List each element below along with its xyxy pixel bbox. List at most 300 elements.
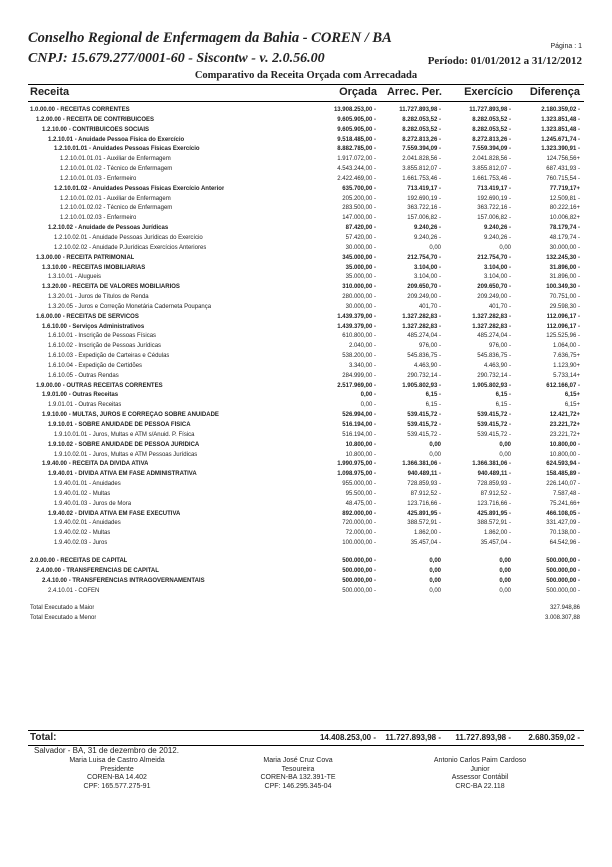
value-exercicio: 0,00 bbox=[499, 451, 511, 458]
value-arrec: 157.006,82 - bbox=[407, 215, 441, 222]
value-diferenca: 70.138,00 - bbox=[549, 530, 580, 537]
value-arrec: 425.891,95 - bbox=[407, 510, 441, 517]
value-arrec: 2.041.828,56 - bbox=[402, 156, 441, 163]
value-orcada: 9.518.485,00 - bbox=[337, 136, 376, 143]
table-row bbox=[28, 234, 584, 244]
value-orcada: 500.000,00 - bbox=[342, 587, 376, 594]
table-row bbox=[28, 577, 584, 587]
value-orcada: 516.194,00 - bbox=[342, 422, 376, 428]
value-diferenca: 100.349,30 - bbox=[546, 284, 580, 291]
table-row bbox=[28, 391, 584, 401]
signature-accountant bbox=[395, 757, 565, 791]
value-orcada: 635.700,00 - bbox=[342, 185, 376, 192]
value-orcada: 1.990.975,00 - bbox=[337, 461, 376, 468]
value-orcada: 30.000,00 - bbox=[345, 244, 376, 251]
value-arrec: 9.240,26 - bbox=[413, 234, 441, 241]
value-exercicio: 209.650,70 - bbox=[477, 284, 511, 291]
row-label: 1.3.20.05 - Juros e Correção Monetária Caderneta Poupança bbox=[48, 303, 212, 310]
col-diferenca: Diferença bbox=[529, 86, 580, 98]
value-exercicio: 1.327.282,83 - bbox=[472, 313, 511, 320]
value-diferenca: 500.000,00 - bbox=[546, 557, 580, 564]
table-row bbox=[28, 323, 584, 333]
value-arrec: 539.415,72 - bbox=[407, 422, 441, 428]
value-orcada: 30.000,00 - bbox=[345, 303, 376, 310]
value-arrec: 1.327.282,83 - bbox=[402, 323, 441, 330]
value-exercicio: 1.862,00 - bbox=[483, 530, 511, 537]
value-diferenca: 612.166,07 - bbox=[546, 382, 580, 389]
value-orcada: 3.340,00 - bbox=[348, 362, 376, 369]
row-label: 1.2.10.01.01 - Anuidades Pessoas Físicas Exercício bbox=[54, 146, 200, 153]
value-arrec: 290.732,14 - bbox=[407, 372, 441, 379]
value-arrec: 976,00 - bbox=[418, 343, 441, 350]
row-label: 1.2.10.01.02 - Anuidades Pessoas Físicas Exercício Anterior bbox=[54, 185, 225, 192]
value-exercicio: 9.240,26 - bbox=[483, 234, 511, 241]
value-exercicio: 485.274,04 - bbox=[477, 333, 511, 340]
signatory-name: Maria Luisa de Castro Almeida bbox=[69, 757, 165, 764]
signatory-cpf: CRC-BA 22.118 bbox=[455, 782, 505, 790]
table-row bbox=[28, 264, 584, 274]
value-exercicio: 0,00 bbox=[499, 577, 511, 584]
value-diferenca: 1.323.390,91 - bbox=[541, 146, 580, 153]
value-exercicio: 8.282.053,52 - bbox=[472, 126, 511, 133]
place-date: Salvador - BA, 31 de dezembro de 2012. bbox=[34, 746, 179, 755]
value-arrec: 0,00 bbox=[429, 557, 441, 564]
table-row bbox=[28, 145, 584, 155]
row-label: 1.2.10.01.01.01 - Auxiliar de Enfermagem bbox=[60, 156, 171, 163]
value-arrec: 1.862,00 - bbox=[413, 530, 441, 537]
table-row bbox=[28, 382, 584, 392]
value-arrec: 8.282.053,52 - bbox=[402, 116, 441, 123]
value-orcada: 283.500,00 - bbox=[342, 205, 376, 212]
value-exercicio: 401,70 - bbox=[488, 303, 511, 310]
value-arrec: 11.727.893,98 - bbox=[399, 107, 441, 113]
value-diferenca: 331.427,09 - bbox=[546, 520, 580, 527]
value-arrec: 0,00 bbox=[429, 577, 441, 584]
value-diferenca: 31.896,00 - bbox=[549, 264, 580, 271]
table-row bbox=[28, 401, 584, 411]
row-label: 1.9.01.01 - Outras Receitas bbox=[48, 402, 122, 409]
value-exercicio: 8.272.813,26 - bbox=[472, 136, 511, 143]
value-exercicio: 1.661.753,46 - bbox=[472, 175, 511, 182]
value-arrec: 3.104,00 - bbox=[413, 274, 441, 281]
table-row bbox=[28, 352, 584, 362]
value-diferenca: 48.179,74 - bbox=[549, 234, 580, 241]
col-receita: Receita bbox=[30, 86, 70, 98]
value-exercicio: 212.754,70 - bbox=[477, 254, 511, 261]
value-arrec: 940.489,11 - bbox=[407, 471, 441, 478]
table-row bbox=[28, 185, 584, 195]
value-orcada: 1.917.072,00 - bbox=[337, 156, 376, 163]
value-exercicio: 192.690,19 - bbox=[477, 195, 511, 202]
value-exercicio: 1.905.802,93 - bbox=[472, 382, 511, 389]
value-exercicio: 157.006,82 - bbox=[477, 215, 511, 222]
row-label: 1.9.40.02 - DIVIDA ATIVA EM FASE EXECUTIVA bbox=[48, 510, 181, 517]
signature-president bbox=[32, 757, 202, 791]
value-exercicio: 1.327.282,83 - bbox=[472, 323, 511, 330]
table-row bbox=[28, 313, 584, 323]
value-orcada: 9.605.905,00 - bbox=[337, 116, 376, 123]
value-orcada: 0,00 - bbox=[360, 392, 376, 399]
table-row bbox=[28, 539, 584, 549]
value-exercicio: 0,00 bbox=[499, 244, 511, 251]
row-label: 1.2.10.01.02.02 - Técnico de Enfermagem bbox=[60, 205, 173, 212]
table-row bbox=[28, 283, 584, 293]
value-diferenca: 64.542,96 - bbox=[549, 540, 580, 547]
table-row bbox=[28, 587, 584, 597]
value-diferenca: 500.000,00 - bbox=[546, 567, 580, 574]
value-orcada: 72.000,00 - bbox=[345, 530, 376, 537]
table-header bbox=[28, 84, 584, 102]
value-orcada: 500.000,00 - bbox=[342, 567, 376, 574]
signature-treasurer bbox=[213, 757, 383, 791]
value-diferenca: 466.108,05 - bbox=[546, 510, 580, 517]
value-exercicio: 940.489,11 - bbox=[477, 471, 511, 478]
value-diferenca: 112.096,17 - bbox=[546, 313, 580, 320]
row-label: 1.9.40.01.01 - Anuidades bbox=[54, 481, 121, 488]
signatory-registration: COREN-BA 132.391-TE bbox=[260, 774, 336, 782]
value-orcada: 95.500,00 - bbox=[345, 490, 376, 497]
row-label: 1.9.40.02.03 - Juros bbox=[54, 540, 108, 547]
value-orcada: 955.000,00 - bbox=[342, 481, 376, 488]
row-label: 1.2.10.01.01.03 - Enfermeiro bbox=[60, 175, 137, 182]
value-arrec: 0,00 bbox=[429, 567, 441, 574]
value-exercicio: 539.415,72 - bbox=[477, 422, 511, 428]
section-spacer bbox=[28, 596, 584, 604]
row-label: 1.9.40.01.03 - Juros de Mora bbox=[54, 500, 132, 507]
signatory-registration: COREN-BA 14.402 bbox=[87, 774, 147, 782]
value-diferenca: 78.179,74 - bbox=[549, 225, 580, 232]
value-exercicio: 0,00 bbox=[499, 567, 511, 574]
value-arrec: 7.559.394,09 - bbox=[402, 146, 441, 153]
row-label: 2.4.10.01 - COFEN bbox=[48, 587, 100, 594]
total-diferenca: 2.680.359,02 - bbox=[528, 733, 580, 742]
value-diferenca: 624.593,94 - bbox=[546, 461, 580, 468]
value-orcada: 35.000,00 - bbox=[345, 264, 376, 271]
value-arrec: 0,00 bbox=[429, 451, 441, 458]
signatory-role: Junior bbox=[470, 765, 490, 773]
value-exercicio: 545.836,75 - bbox=[477, 353, 511, 360]
value-arrec: 401,70 - bbox=[418, 303, 441, 310]
value-diferenca: 760.715,54 - bbox=[546, 175, 580, 182]
row-label: 1.2.10.01.02.03 - Enfermeiro bbox=[60, 215, 137, 222]
row-label: 1.2.10.02.01 - Anuidade Pessoas Jurídicas do Exercício bbox=[54, 234, 203, 241]
value-exercicio: 1.366.381,06 - bbox=[472, 461, 511, 468]
value-diferenca: 226.140,07 - bbox=[546, 481, 580, 488]
row-label: 1.2.00.00 - RECEITA DE CONTRIBUICOES bbox=[36, 116, 155, 123]
value-orcada: 0,00 - bbox=[360, 402, 376, 409]
row-label: 2.4.10.00 - TRANSFERÊNCIAS INTRAGOVERNAMENTAIS bbox=[42, 577, 205, 584]
signatory-cpf: CPF: 165.577.275-91 bbox=[83, 782, 151, 790]
value-diferenca: 7.636,75+ bbox=[553, 353, 580, 360]
value-orcada: 1.439.379,00 - bbox=[337, 313, 376, 320]
row-label: 1.6.10.01 - Inscrição de Pessoas Físicas bbox=[48, 333, 157, 340]
value-orcada: 516.194,00 - bbox=[342, 431, 376, 438]
table-row bbox=[28, 557, 584, 567]
row-label: 1.6.10.00 - Serviços Administrativos bbox=[42, 323, 145, 330]
table-row bbox=[28, 195, 584, 205]
row-label: 1.9.01.00 - Outras Receitas bbox=[42, 392, 119, 399]
value-diferenca: 3.008.307,88 bbox=[544, 615, 580, 622]
table-row bbox=[28, 604, 584, 614]
table-row bbox=[28, 303, 584, 313]
value-orcada: 57.420,00 - bbox=[345, 234, 376, 241]
value-exercicio: 290.732,14 - bbox=[477, 372, 511, 379]
table-row bbox=[28, 441, 584, 451]
table-row bbox=[28, 106, 584, 116]
row-label: 1.3.00.00 - RECEITA PATRIMONIAL bbox=[36, 254, 135, 261]
value-diferenca: 10.800,00 - bbox=[549, 451, 580, 458]
value-diferenca: 1.323.851,48 - bbox=[541, 116, 580, 123]
value-diferenca: 1.064,00 - bbox=[552, 343, 580, 350]
value-exercicio: 7.559.394,09 - bbox=[472, 146, 511, 153]
value-arrec: 363.722,16 - bbox=[407, 205, 441, 212]
value-orcada: 48.475,00 - bbox=[345, 500, 376, 507]
row-label: 1.9.00.00 - OUTRAS RECEITAS CORRENTES bbox=[36, 382, 163, 389]
row-label: 1.6.10.02 - Inscrição de Pessoas Jurídicas bbox=[48, 343, 162, 350]
value-arrec: 9.240,26 - bbox=[413, 225, 441, 232]
value-diferenca: 12.509,81 - bbox=[549, 195, 580, 202]
value-diferenca: 687.431,93 - bbox=[546, 166, 580, 173]
row-label: 2.0.00.00 - RECEITAS DE CAPITAL bbox=[30, 557, 128, 564]
value-exercicio: 35.457,04 - bbox=[480, 540, 511, 547]
value-arrec: 3.104,00 - bbox=[413, 264, 441, 271]
value-orcada: 2.040,00 - bbox=[348, 343, 376, 350]
value-arrec: 0,00 bbox=[429, 587, 441, 594]
row-label: 1.2.10.01.01.02 - Técnico de Enfermagem bbox=[60, 166, 173, 173]
row-label: 1.2.10.02 - Anuidade de Pessoas Jurídicas bbox=[48, 225, 169, 232]
value-orcada: 2.422.469,00 - bbox=[337, 175, 376, 182]
value-arrec: 87.912,52 - bbox=[410, 490, 441, 497]
signatory-role: Tesoureira bbox=[281, 765, 315, 773]
value-orcada: 13.908.253,00 - bbox=[333, 107, 376, 113]
table-row bbox=[28, 273, 584, 283]
value-exercicio: 0,00 bbox=[499, 441, 511, 448]
table-row bbox=[28, 165, 584, 175]
row-label: 1.3.10.01 - Alugueis bbox=[48, 274, 102, 281]
row-label: 1.0.00.00 - RECEITAS CORRENTES bbox=[30, 107, 130, 113]
report-subtitle: Comparativo da Receita Orçada com Arrecadada bbox=[194, 70, 418, 81]
table-row bbox=[28, 510, 584, 520]
value-arrec: 8.272.813,26 - bbox=[402, 136, 441, 143]
row-label: 1.9.40.02.01 - Anuidades bbox=[54, 520, 121, 527]
value-diferenca: 75.241,66+ bbox=[549, 500, 580, 507]
row-label: 1.3.20.01 - Juros de Títulos de Renda bbox=[48, 294, 149, 301]
table-row bbox=[28, 204, 584, 214]
row-label: 1.6.10.03 - Expedição de Carteiras e Cédulas bbox=[48, 353, 170, 360]
value-exercicio: 6,15 - bbox=[495, 402, 511, 409]
table-row bbox=[28, 293, 584, 303]
value-diferenca: 1.323.851,48 - bbox=[541, 126, 580, 133]
value-exercicio: 425.891,95 - bbox=[477, 510, 511, 517]
row-label: 1.3.10.00 - RECEITAS IMOBILIARIAS bbox=[42, 264, 146, 271]
value-diferenca: 125.525,96 - bbox=[546, 333, 580, 340]
value-arrec: 209.650,70 - bbox=[407, 284, 441, 291]
row-label: 1.2.10.01.02.01 - Auxiliar de Enfermagem bbox=[60, 195, 171, 202]
table-row bbox=[28, 332, 584, 342]
signatory-name: Antonio Carlos Paim Cardoso bbox=[433, 757, 527, 764]
table-row bbox=[28, 244, 584, 254]
row-label: 1.9.40.00 - RECEITA DA DIVIDA ATIVA bbox=[42, 461, 149, 468]
value-orcada: 2.517.969,00 - bbox=[337, 382, 376, 389]
row-label: 1.2.10.00 - CONTRIBUICOES SOCIAIS bbox=[42, 126, 150, 133]
value-arrec: 1.366.381,06 - bbox=[402, 461, 441, 468]
value-exercicio: 3.104,00 - bbox=[483, 264, 511, 271]
value-arrec: 713.419,17 - bbox=[407, 185, 441, 192]
col-orcada: Orçada bbox=[339, 86, 377, 98]
value-exercicio: 9.240,26 - bbox=[483, 225, 511, 232]
table-row bbox=[28, 614, 584, 624]
value-exercicio: 2.041.828,56 - bbox=[472, 156, 511, 163]
value-diferenca: 158.485,89 - bbox=[546, 471, 580, 478]
value-diferenca: 23.221,72+ bbox=[549, 422, 580, 428]
value-diferenca: 12.421,72+ bbox=[549, 412, 580, 419]
value-exercicio: 713.419,17 - bbox=[477, 185, 511, 192]
table-row bbox=[28, 480, 584, 490]
row-label: 1.6.10.05 - Outras Rendas bbox=[48, 372, 119, 379]
value-arrec: 192.690,19 - bbox=[407, 195, 441, 202]
value-diferenca: 7.587,48 - bbox=[552, 490, 580, 497]
value-diferenca: 10.800,00 - bbox=[549, 441, 580, 448]
value-diferenca: 30.000,00 - bbox=[549, 244, 580, 251]
value-diferenca: 6,15+ bbox=[564, 392, 580, 399]
row-label: 1.3.20.00 - RECEITA DE VALORES MOBILIARIOS bbox=[42, 284, 180, 291]
value-exercicio: 123.716,66 - bbox=[477, 500, 511, 507]
value-arrec: 728.859,93 - bbox=[407, 481, 441, 488]
section-spacer bbox=[28, 549, 584, 557]
table-row bbox=[28, 421, 584, 431]
value-orcada: 280.000,00 - bbox=[342, 294, 376, 301]
table-row bbox=[28, 136, 584, 146]
value-arrec: 8.282.053,52 - bbox=[402, 126, 441, 133]
value-orcada: 100.000,00 - bbox=[342, 540, 376, 547]
value-orcada: 87.420,00 - bbox=[345, 225, 376, 232]
value-arrec: 3.855.812,07 - bbox=[402, 166, 441, 173]
table-row bbox=[28, 460, 584, 470]
table-row bbox=[28, 451, 584, 461]
value-exercicio: 0,00 bbox=[499, 587, 511, 594]
value-arrec: 1.327.282,83 - bbox=[402, 313, 441, 320]
value-exercicio: 0,00 bbox=[499, 557, 511, 564]
value-diferenca: 5.733,14+ bbox=[553, 372, 580, 379]
value-orcada: 205.200,00 - bbox=[342, 195, 376, 202]
value-exercicio: 539.415,72 - bbox=[477, 412, 511, 419]
signatory-cpf: CPF: 146.295.345-04 bbox=[264, 782, 332, 790]
value-orcada: 1.439.379,00 - bbox=[337, 323, 376, 330]
value-diferenca: 2.180.359,02 - bbox=[541, 107, 580, 113]
value-arrec: 388.572,91 - bbox=[407, 520, 441, 527]
table-row bbox=[28, 411, 584, 421]
value-diferenca: 29.598,30 - bbox=[549, 303, 580, 310]
value-exercicio: 3.855.812,07 - bbox=[472, 166, 511, 173]
value-arrec: 123.716,66 - bbox=[407, 500, 441, 507]
value-orcada: 10.800,00 - bbox=[345, 451, 376, 458]
value-exercicio: 11.727.893,98 - bbox=[469, 107, 511, 113]
value-exercicio: 209.249,00 - bbox=[477, 294, 511, 301]
value-arrec: 212.754,70 - bbox=[407, 254, 441, 261]
table-row bbox=[28, 470, 584, 480]
value-diferenca: 327.948,86 bbox=[549, 605, 580, 612]
table-row bbox=[28, 567, 584, 577]
row-label: 1.9.40.02.02 - Multas bbox=[54, 530, 111, 537]
value-orcada: 35.000,00 - bbox=[345, 274, 376, 281]
row-label: 1.9.10.02 - SOBRE ANUIDADE DE PESSOA JURÍDICA bbox=[48, 441, 200, 448]
value-arrec: 209.249,00 - bbox=[407, 294, 441, 301]
total-arrec: 11.727.893,98 - bbox=[385, 733, 441, 742]
value-diferenca: 70.751,00 - bbox=[549, 294, 580, 301]
row-label: 2.4.00.00 - TRANSFERÊNCIAS DE CAPITAL bbox=[36, 567, 159, 574]
value-diferenca: 6,15+ bbox=[564, 402, 580, 409]
row-label: 1.9.10.02.01 - Juros, Multas e ATM Pessoas Jurídicas bbox=[54, 451, 198, 458]
total-label: Total: bbox=[30, 732, 57, 743]
value-orcada: 500.000,00 - bbox=[342, 577, 376, 584]
table-row bbox=[28, 224, 584, 234]
value-exercicio: 4.463,90 - bbox=[483, 362, 511, 369]
value-arrec: 0,00 bbox=[429, 244, 441, 251]
value-orcada: 720.000,00 - bbox=[342, 520, 376, 527]
table-row bbox=[28, 175, 584, 185]
row-label: 1.6.10.04 - Expedição de Certidões bbox=[48, 362, 143, 369]
row-label: Total Executado a Menor bbox=[30, 615, 97, 622]
value-arrec: 35.457,04 - bbox=[410, 540, 441, 547]
revenue-table-body bbox=[28, 106, 584, 624]
value-exercicio: 6,15 - bbox=[495, 392, 511, 399]
value-orcada: 892.000,00 - bbox=[342, 510, 376, 517]
value-arrec: 6,15 - bbox=[425, 392, 441, 399]
row-label: 1.6.00.00 - RECEITAS DE SERVICOS bbox=[36, 313, 139, 320]
value-exercicio: 363.722,16 - bbox=[477, 205, 511, 212]
total-exercicio: 11.727.893,98 - bbox=[455, 733, 511, 742]
col-arrec: Arrec. Per. bbox=[386, 86, 442, 98]
row-label: 1.9.10.00 - MULTAS, JUROS E CORREÇÃO SOBRE ANUIDADE bbox=[42, 412, 219, 419]
value-orcada: 1.098.975,00 - bbox=[337, 471, 376, 478]
value-diferenca: 77.719,17+ bbox=[549, 185, 580, 192]
table-row bbox=[28, 372, 584, 382]
value-arrec: 485.274,04 - bbox=[407, 333, 441, 340]
value-exercicio: 728.859,93 - bbox=[477, 481, 511, 488]
signatory-role: Presidente bbox=[100, 765, 134, 773]
value-orcada: 500.000,00 - bbox=[342, 557, 376, 564]
value-exercicio: 87.912,52 - bbox=[480, 490, 511, 497]
value-diferenca: 10.006,82+ bbox=[549, 215, 580, 222]
value-diferenca: 132.245,30 - bbox=[546, 254, 580, 261]
total-orcada: 14.408.253,00 - bbox=[319, 733, 376, 742]
row-label: 1.9.40.01.02 - Multas bbox=[54, 490, 111, 497]
signatory-name: Maria José Cruz Cova bbox=[263, 757, 333, 764]
row-label: 1.2.10.01 - Anuidade Pessoa Física do Exercício bbox=[48, 136, 185, 143]
table-total-row bbox=[28, 730, 584, 746]
value-diferenca: 1.245.671,74 - bbox=[541, 136, 580, 143]
value-orcada: 4.543.244,00 - bbox=[337, 166, 376, 173]
value-orcada: 538.200,00 - bbox=[342, 353, 376, 360]
table-row bbox=[28, 214, 584, 224]
value-orcada: 526.994,00 - bbox=[342, 412, 376, 419]
row-label: 1.9.40.01 - DIVIDA ATIVA EM FASE ADMINISTRATIVA bbox=[48, 471, 197, 478]
value-orcada: 610.800,00 - bbox=[342, 333, 376, 340]
page-number: Página : 1 bbox=[550, 43, 582, 50]
value-orcada: 9.605.905,00 - bbox=[337, 126, 376, 133]
value-arrec: 539.415,72 - bbox=[407, 412, 441, 419]
value-orcada: 345.000,00 - bbox=[342, 254, 376, 261]
table-row bbox=[28, 529, 584, 539]
value-arrec: 0,00 bbox=[429, 441, 441, 448]
value-arrec: 545.836,75 - bbox=[407, 353, 441, 360]
value-orcada: 284.999,00 - bbox=[342, 372, 376, 379]
value-arrec: 1.905.802,93 - bbox=[402, 382, 441, 389]
value-arrec: 6,15 - bbox=[425, 402, 441, 409]
value-diferenca: 1.123,90+ bbox=[553, 362, 580, 369]
table-row bbox=[28, 116, 584, 126]
table-row bbox=[28, 155, 584, 165]
